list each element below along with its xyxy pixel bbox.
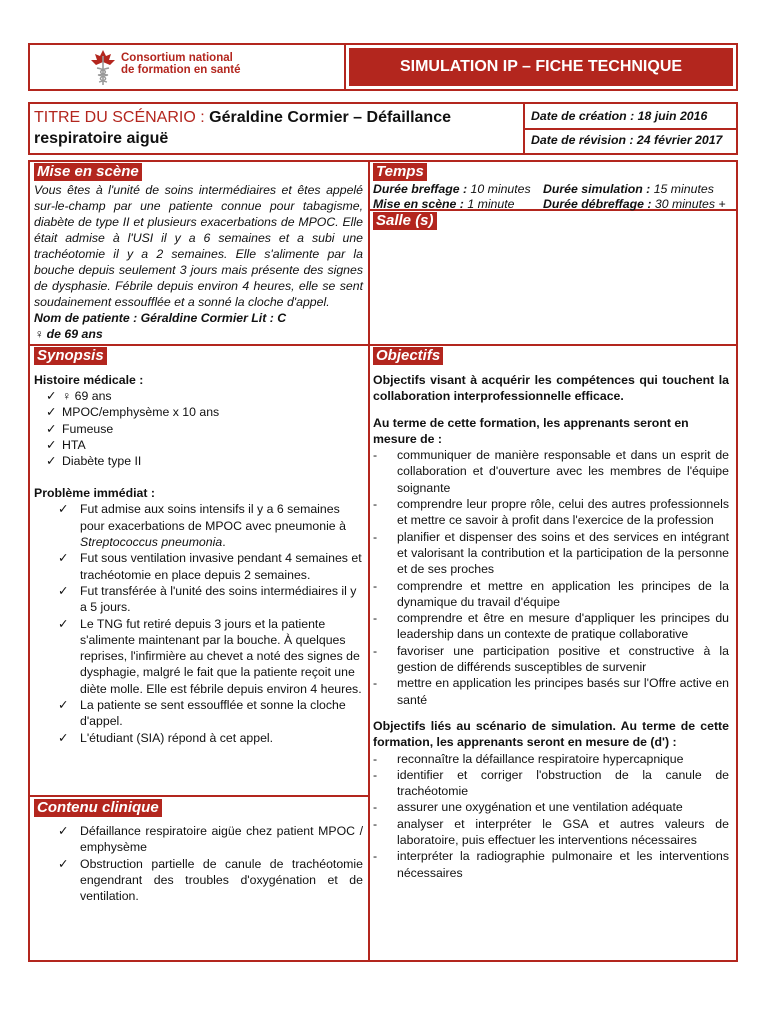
list-item: - mettre en application les principes basés sur l'Offre active en santé <box>373 676 729 707</box>
mise-en-scene-heading: Mise en scène <box>34 163 142 181</box>
check-icon: ✓ <box>46 421 57 436</box>
list-item: ✓ Diabète type II <box>46 454 142 469</box>
dates-box <box>523 102 738 155</box>
check-icon: ✓ <box>58 616 69 631</box>
simulation-label: Durée simulation : <box>543 182 651 196</box>
probleme-label: Problème immédiat : <box>34 486 155 501</box>
mise-label: Mise en scène : <box>373 197 464 211</box>
logo-line-2: de formation en santé <box>121 64 241 76</box>
list-item: ✓ ♀ 69 ans <box>46 389 112 403</box>
revision-date: Date de révision : 24 février 2017 <box>531 133 723 147</box>
list-item: ✓ Défaillance respiratoire aigüe chez patient MPOC / emphysème <box>58 824 363 855</box>
histoire-list <box>34 388 363 469</box>
breffage-value: 10 minutes <box>467 182 531 196</box>
list-item: ✓ L'étudiant (SIA) répond à cet appel. <box>58 730 274 745</box>
list-item: - planifier et dispenser des soins et des services en intégrant et valorisant la contribution et la participation de la personne et de ses proches <box>373 529 729 577</box>
patient-info: Nom de patiente : Géraldine Cormier Lit : C <box>34 311 287 325</box>
list-item: ✓ La patiente se sent essoufflée et sonne la cloche d'appel. <box>58 698 346 729</box>
list-item: - comprendre et être en mesure d'appliquer les principes du leadership dans un contexte de pratique collaborative <box>373 611 729 642</box>
list-item: ✓ HTA <box>46 437 86 452</box>
check-icon: ✓ <box>46 437 57 452</box>
list-item: - reconnaître la défaillance respiratoire hypercapnique <box>373 751 684 766</box>
list-item: - assurer une oxygénation et une ventilation adéquate <box>373 800 683 815</box>
list-item: - favoriser une participation positive et constructive à la gestion de différends susceptibles de survenir <box>373 643 729 675</box>
histoire-label: Histoire médicale : <box>34 373 144 387</box>
synopsis-heading: Synopsis <box>34 347 107 365</box>
check-icon: ✓ <box>46 454 57 469</box>
check-icon: ✓ <box>58 856 69 871</box>
check-icon: ✓ <box>58 551 69 566</box>
check-icon: ✓ <box>58 730 69 745</box>
objectifs-heading: Objectifs <box>373 347 443 365</box>
creation-date: Date de création : 18 juin 2016 <box>531 109 708 123</box>
salle-heading: Salle (s) <box>373 212 437 230</box>
list-item: ✓ Fut sous ventilation invasive pendant 4 semaines et trachéotomie en place depuis 2 semaines. <box>58 551 362 582</box>
caduceus-maple-icon <box>86 48 120 86</box>
simulation-value: 15 minutes <box>650 182 714 196</box>
mise-en-scene-text: Vous êtes à l'unité de soins intermédiaires et êtes appelé sur-le-champ par une patiente connue pour tabagisme, diabète de type II et plusieurs exacerbations de MPOC. Elle était admise à l'USI il y a 6 semaines et a subi une trachéotomie il y a 2 semaines. Elle s'alimente par la bouche depuis seulement 3 jours mais présente des signes de dysphasie. Fébrile depuis environ 4 heures, elle se sent soudainement essoufflée et a sonné la cloche d'appel. <box>34 183 363 309</box>
list-item: ✓ Fut admise aux soins intensifs il y a 6 semaines pour exacerbations de MPOC avec pneumonie à Streptococcus pneumonia. <box>58 502 346 550</box>
logo-line-1: Consortium national <box>121 52 233 64</box>
temps-heading: Temps <box>373 163 427 181</box>
scenario-name: Géraldine Cormier – Défaillance <box>209 109 451 126</box>
title-box <box>28 102 525 155</box>
title-prefix: TITRE DU SCÉNARIO : <box>34 109 210 126</box>
objectifs-intro: Objectifs visant à acquérir les compétences qui touchent la collaboration interprofessionnelle efficace. <box>373 373 729 404</box>
contenu-heading: Contenu clinique <box>34 799 162 817</box>
banner-title: SIMULATION IP – FICHE TECHNIQUE <box>399 58 683 75</box>
objectifs-list-1 <box>373 447 729 708</box>
logo-box <box>28 43 346 91</box>
debreffage-value: 30 minutes + <box>651 197 726 211</box>
mise-value: 1 minute <box>463 197 515 211</box>
check-icon: ✓ <box>58 502 69 517</box>
list-item: - analyser et interpréter le GSA et autres valeurs de laboratoire, puis effectuer les interventions nécessaires <box>373 816 729 848</box>
list-item: ✓ Obstruction partielle de canule de trachéotomie engendrant des troubles d'oxygénation et de ventilation. <box>58 856 363 904</box>
objectifs-terme: Au terme de cette formation, les apprenants seront en mesure de : <box>373 415 689 446</box>
breffage-label: Durée breffage : <box>373 182 468 196</box>
probleme-list <box>34 501 363 745</box>
list-item: ✓ MPOC/emphysème x 10 ans <box>46 405 220 420</box>
contenu-list <box>34 823 363 904</box>
debreffage-label: Durée débreffage : <box>543 197 652 211</box>
list-item: - comprendre leur propre rôle, celui des autres professionnels et mettre ce savoir à profit dans l'exercice de la profession <box>373 497 729 528</box>
objectifs-scenario: Objectifs liés au scénario de simulation. Au terme de cette formation, les apprenants seront en mesure de (d') : <box>373 718 729 750</box>
check-icon: ✓ <box>46 389 57 403</box>
check-icon: ✓ <box>58 583 69 598</box>
banner-box <box>344 43 738 91</box>
list-item: - communiquer de manière responsable et dans un esprit de collaboration et d'ouverture avec les membres de l'équipe soignante <box>373 448 729 495</box>
list-item: ✓ Le TNG fut retiré depuis 3 jours et la patiente s'alimente maintenant par la bouche. À quelques reprises, l'infirmière au chevet a noté des signes de dysphagie, malgré le fait que la patiente reçoit une diète molle. Elle est fébrile depuis environ 4 heures. <box>58 616 362 696</box>
list-item: ✓ Fut transférée à l'unité des soins intermédiaires il y a 5 jours. <box>58 583 357 615</box>
objectifs-list-2 <box>373 751 729 881</box>
patient-age: ♀ de 69 ans <box>34 327 103 341</box>
scenario-name-line2: respiratoire aiguë <box>34 130 169 147</box>
check-icon: ✓ <box>58 824 69 838</box>
list-item: - comprendre et mettre en application les principes de la dynamique du travail d'équipe <box>373 578 729 609</box>
check-icon: ✓ <box>58 698 69 713</box>
list-item: - interpréter la radiographie pulmonaire et les interventions nécessaires <box>373 849 729 880</box>
check-icon: ✓ <box>46 405 57 420</box>
list-item: ✓ Fumeuse <box>46 421 114 436</box>
list-item: - identifier et corriger l'obstruction de la canule de trachéotomie <box>373 767 729 799</box>
